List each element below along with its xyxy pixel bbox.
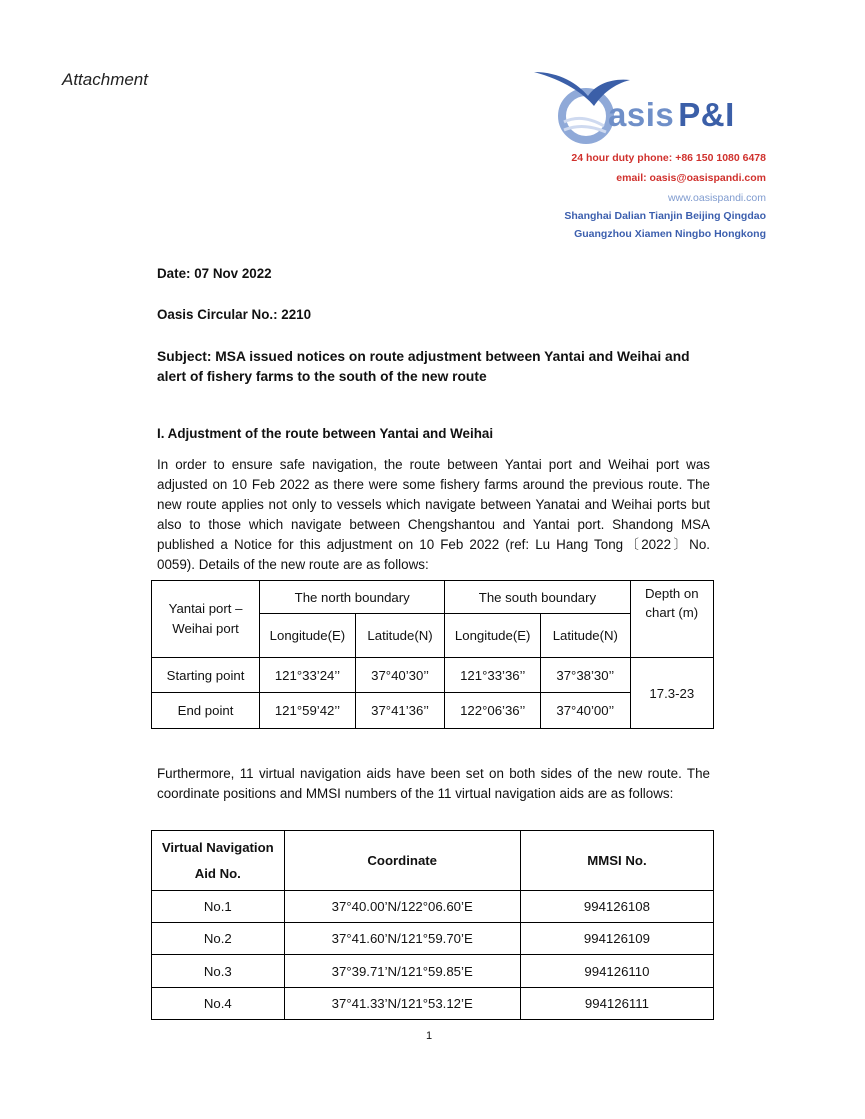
aid-mmsi: 994126108 [520, 891, 713, 923]
page-number: 1 [426, 1030, 433, 1042]
section1-heading: I. Adjustment of the route between Yantai and Weihai [157, 426, 494, 441]
row-label: End point [152, 693, 260, 729]
office-cities-line2: Guangzhou Xiamen Ningbo Hongkong [574, 228, 766, 240]
aid-number: No.2 [152, 923, 285, 955]
aid-mmsi: 994126110 [520, 955, 713, 988]
aid-coordinate: 37°39.71’N/121°59.85’E [284, 955, 520, 988]
oasis-logo [520, 66, 780, 146]
date: Date: 07 Nov 2022 [157, 266, 272, 281]
depth-header: Depth on chart (m) [630, 581, 713, 658]
south-longitude: 121°33’36’’ [445, 658, 541, 693]
website: www.oasispandi.com [667, 192, 766, 204]
south-longitude: 122°06’36’’ [445, 693, 541, 729]
mmsi-header: MMSI No. [520, 831, 713, 891]
north-longitude: 121°59’42’’ [260, 693, 356, 729]
navigation-aids-table [151, 830, 714, 1020]
aid-number: No.1 [152, 891, 285, 923]
south-latitude-header: Latitude(N) [541, 614, 631, 658]
table-row [152, 955, 714, 988]
section1-paragraph: In order to ensure safe navigation, the route between Yantai port and Weihai port was adjusted on 10 Feb 2022 as there were some fishery farms around the previous route. The new route applies not only to vessels which navigate between Yanatai and Weihai ports but also to those which navigate between Chengshantou and Yantai port. Shandong MSA published a Notice for this adjustment on 10 Feb 2022 (ref: Lu Hang Tong〔2022〕No. 0059). Details of the new route are as follows: [157, 457, 710, 572]
table-row [152, 891, 714, 923]
table-row [152, 923, 714, 955]
circular-number: Oasis Circular No.: 2210 [157, 307, 312, 322]
subject: Subject: MSA issued notices on route adjustment between Yantai and Weihai and alert of fishery farms to the south of the new route [157, 349, 690, 384]
table-row [152, 658, 714, 693]
aid-mmsi: 994126111 [520, 988, 713, 1020]
attachment-label: Attachment [62, 70, 148, 89]
south-longitude-header: Longitude(E) [445, 614, 541, 658]
aid-coordinate: 37°41.33’N/121°53.12’E [284, 988, 520, 1020]
north-latitude: 37°40’30’’ [355, 658, 445, 693]
aid-number-header: Virtual Navigation Aid No. [152, 831, 285, 891]
north-boundary-header: The north boundary [260, 581, 445, 614]
depth-value: 17.3-23 [630, 658, 713, 729]
south-latitude: 37°38’30’’ [541, 658, 631, 693]
table-row [152, 988, 714, 1020]
north-latitude-header: Latitude(N) [355, 614, 445, 658]
logo-wordmark: asis P&I [608, 96, 735, 133]
route-table [151, 580, 714, 729]
duty-phone: 24 hour duty phone: +86 150 1080 6478 [571, 152, 766, 164]
aid-number: No.4 [152, 988, 285, 1020]
north-latitude: 37°41’36’’ [355, 693, 445, 729]
furthermore-paragraph: Furthermore, 11 virtual navigation aids have been set on both sides of the new route. The coordinate positions and MMSI numbers of the 11 virtual navigation aids are as follows: [157, 766, 710, 801]
aid-coordinate: 37°40.00’N/122°06.60’E [284, 891, 520, 923]
route-table-corner: Yantai port – Weihai port [152, 581, 260, 658]
office-cities-line1: Shanghai Dalian Tianjin Beijing Qingdao [564, 210, 766, 222]
aid-number: No.3 [152, 955, 285, 988]
south-latitude: 37°40’00’’ [541, 693, 631, 729]
aid-mmsi: 994126109 [520, 923, 713, 955]
north-longitude-header: Longitude(E) [260, 614, 356, 658]
contact-email: email: oasis@oasispandi.com [616, 172, 766, 184]
aid-coordinate: 37°41.60’N/121°59.70’E [284, 923, 520, 955]
north-longitude: 121°33’24’’ [260, 658, 356, 693]
table-row [152, 693, 714, 729]
coordinate-header: Coordinate [284, 831, 520, 891]
south-boundary-header: The south boundary [445, 581, 630, 614]
row-label: Starting point [152, 658, 260, 693]
